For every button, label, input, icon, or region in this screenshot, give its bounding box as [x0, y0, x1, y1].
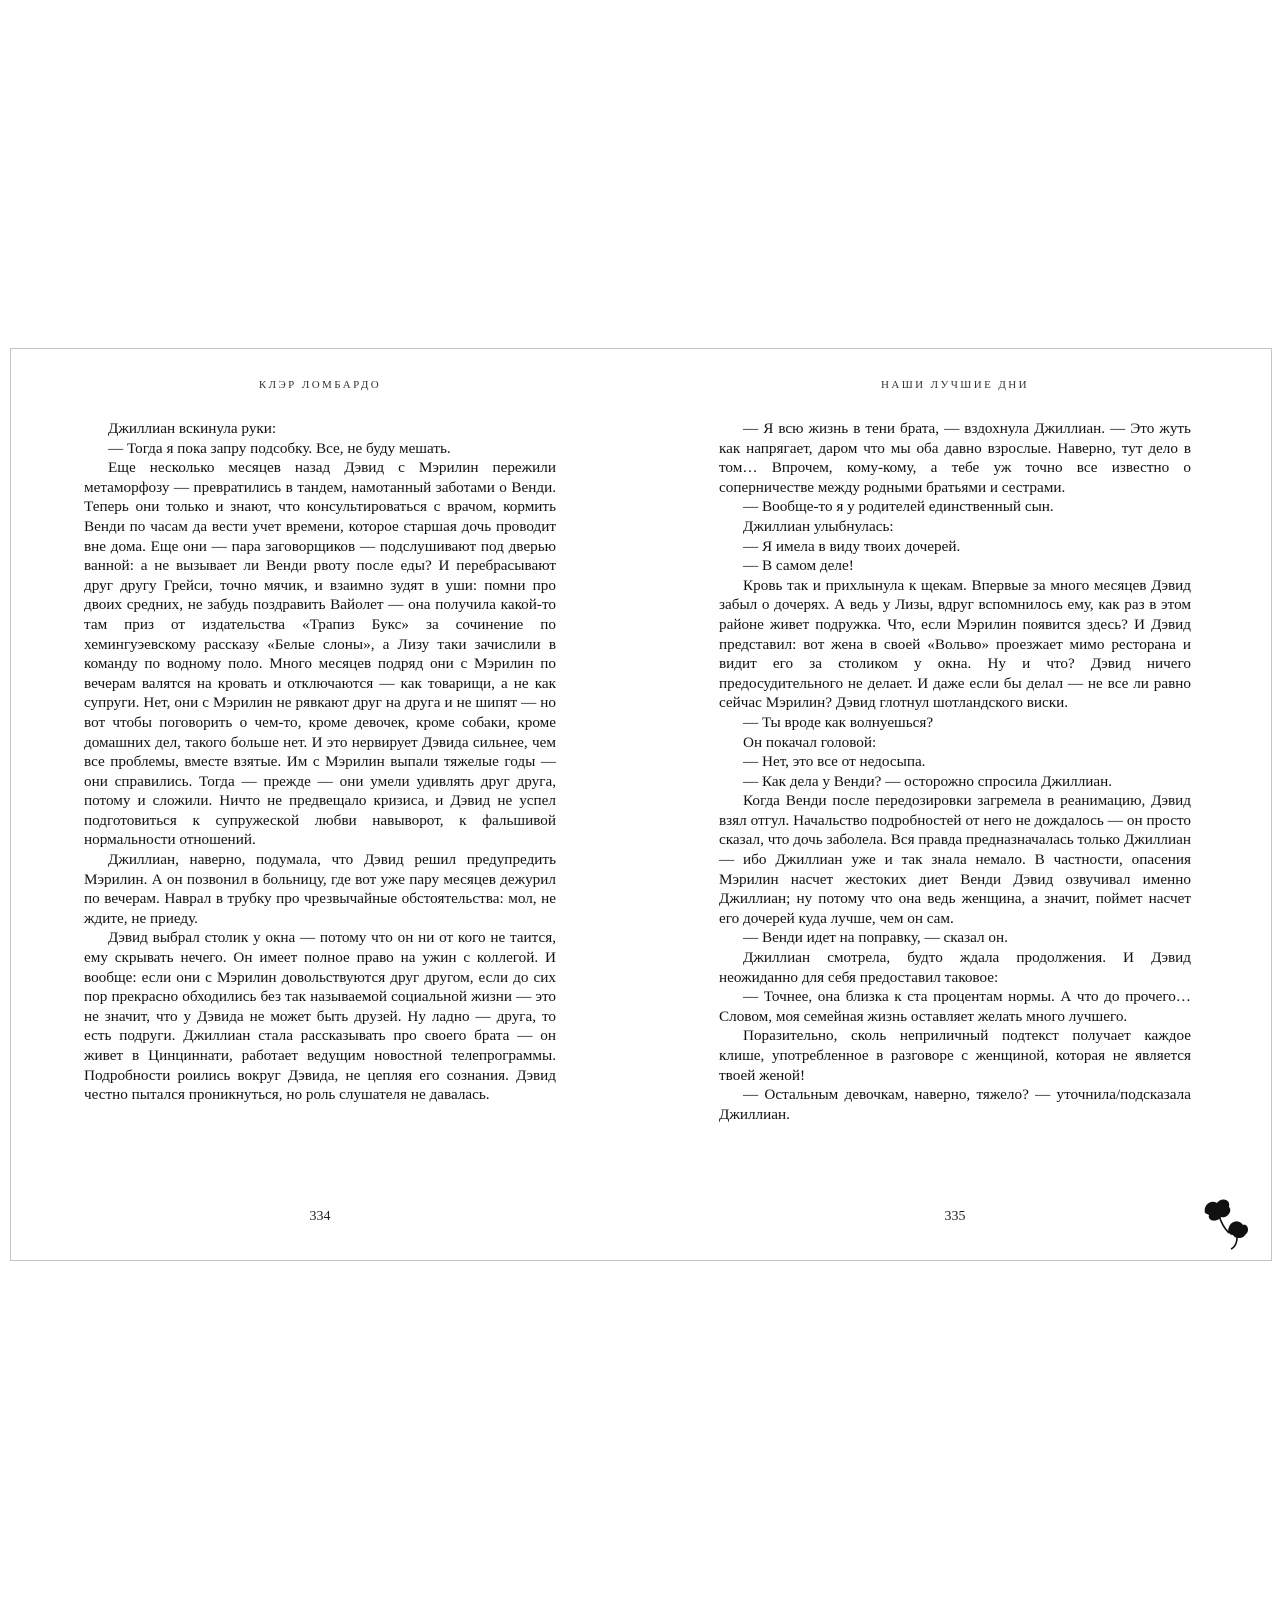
book-spread — [10, 348, 1272, 1261]
paragraph: Когда Венди после передозировки загремела в реанимацию, Дэвид взял отгул. Начальство подробностей от него не дождалось — он просто сказал, что дочь заболела. Вся правда предназначалась только Джиллиан — ибо Джиллиан уже и так знала немало. В частности, опасения Мэрилин насчет жестоких диет Венди Дэвид озвучивал именно Джиллиан; ну потому что она ведь женщина, а значит, поймет насчет его дочерей куда лучше, чем он сам. — [719, 792, 1191, 927]
paragraph: Дэвид выбрал столик у окна — потому что он ни от кого не таится, ему скрывать нечего. Он имеет полное право на ужин с коллегой. И вообще: если они с Мэрилин довольствуются друг другом, если до сих пор прекрасно обходились без так называемой социальной жизни — это не значит, что у Дэвида не может быть друзей. Ну ладно — друга, то есть подруги. Джиллиан стала рассказывать про своего брата — он живет в Цинциннати, работает ведущим новостной телепрограммы. Подробности роились вокруг Дэвида, не цепляя его сознания. Дэвид честно пытался проникнуться, но роль слушателя не давалась. — [84, 929, 556, 1104]
paragraph: Джиллиан улыбнулась: — [743, 517, 894, 535]
paragraph: Поразительно, сколь неприличный подтекст получает каждое клише, употребленное в разговоре с женщиной, которая не является твоей женой! — [719, 1027, 1191, 1084]
paragraph: — Нет, это все от недосыпа. — [743, 753, 926, 771]
paragraph: Джиллиан вскинула руки: — [108, 420, 277, 437]
running-head-title: НАШИ ЛУЧШИЕ ДНИ — [881, 379, 1029, 391]
paragraph: — Точнее, она близка к ста процентам нормы. А что до прочего… Словом, моя семейная жизнь оставляет желать много лучшего. — [719, 988, 1191, 1025]
paragraph: — Тогда я пока запру подсобку. Все, не буду мешать. — [108, 439, 451, 457]
page-number: 334 — [309, 1209, 331, 1224]
paragraph: — Вообще-то я у родителей единственный сын. — [743, 498, 1054, 516]
page-number: 335 — [944, 1209, 966, 1224]
paragraph: — Ты вроде как волнуешься? — [743, 713, 934, 731]
paragraph: — Венди идет на поправку, — сказал он. — [743, 929, 1008, 947]
paragraph: Еще несколько месяцев назад Дэвид с Мэрилин пережили метаморфозу — превратились в тандем, намотанный заботами о Венди. Теперь они только и знают, что консультироваться с врачом, кормить Венди по часам да вести учет времени, которое старшая дочь проводит вне дома. Еще они — пара заговорщиков — подслушивают под дверью ванной: а не вызывает ли Венди рвоту после еды? И перебрасывают друг другу Грейси, точно мячик, и взаимно зудят в уши: помни про двоих средних, не забудь поздравить Вайолет — она получила какой-то там приз от издательства «Трапиз Букс» за сочинение по хемингуэевскому рассказу «Белые слоны», а Лизу таки зачислили в команду по водному поло. Много месяцев подряд они с Мэрилин по вечерам валятся на кровать и отключаются — как товарищи, а не как супруги. Нет, они с Мэрилин не рявкают друг на друга и не шипят — но вот чтобы поговорить о чем-то, кроме девочек, кроме собаки, кроме домашних дел, такого больше нет. И это нервирует Дэвида сильнее, чем все проблемы, вместе взятые. Им с Мэрилин выпали тяжелые годы — они справились. Тогда — прежде — они умели удивлять друг друга, потому и сложили. Ничто не предвещало кризиса, и Дэвид не успел подготовиться к супружеской любви навыворот, к фальшивой нормальности отношений. — [84, 459, 556, 849]
ginkgo-leaf-icon — [1199, 1195, 1265, 1251]
paragraph: — Как дела у Венди? — осторожно спросила Джиллиан. — [743, 772, 1113, 790]
paragraph: Он покачал головой: — [743, 733, 877, 751]
paragraph: — Остальным девочкам, наверно, тяжело? — уточнила/подсказала Джиллиан. — [719, 1086, 1191, 1123]
right-page — [719, 349, 1191, 1260]
left-page — [84, 349, 556, 1260]
paragraph: — Я имела в виду твоих дочерей. — [743, 537, 961, 555]
running-head-author: КЛЭР ЛОМБАРДО — [258, 379, 382, 391]
right-page-text — [719, 419, 1191, 1124]
paragraph: Джиллиан смотрела, будто ждала продолжения. И Дэвид неожиданно для себя предоставил таковое: — [719, 949, 1191, 986]
paragraph: — В самом деле! — [743, 557, 854, 575]
paragraph: Джиллиан, наверно, подумала, что Дэвид решил предупредить Мэрилин. А он позвонил в больницу, где вот уже пару месяцев дежурил по вечерам. Наврал в трубку про чрезвычайные обстоятельства: мол, не ждите, не приеду. — [84, 851, 556, 927]
left-page-text — [84, 419, 556, 1105]
paragraph: — Я всю жизнь в тени брата, — вздохнула Джиллиан. — Это жуть как напрягает, даром что мы оба давно взрослые. Наверно, тут дело в том… Впрочем, кому-кому, а тебе уж точно все известно о соперничестве между родными братьями и сестрами. — [719, 420, 1191, 496]
paragraph: Кровь так и прихлынула к щекам. Впервые за много месяцев Дэвид забыл о дочерях. А ведь у Лизы, вдруг вспомнилось ему, как раз в этом районе живет подружка. Что, если Мэрилин появится здесь? И Дэвид представил: вот жена в своей «Вольво» проезжает мимо ресторана и видит его за столиком у окна. Ну и что? Дэвид ничего предосудительного не делает. И даже если бы делал — не все ли равно сейчас Мэрилин? Дэвид глотнул шотландского виски. — [719, 576, 1191, 712]
